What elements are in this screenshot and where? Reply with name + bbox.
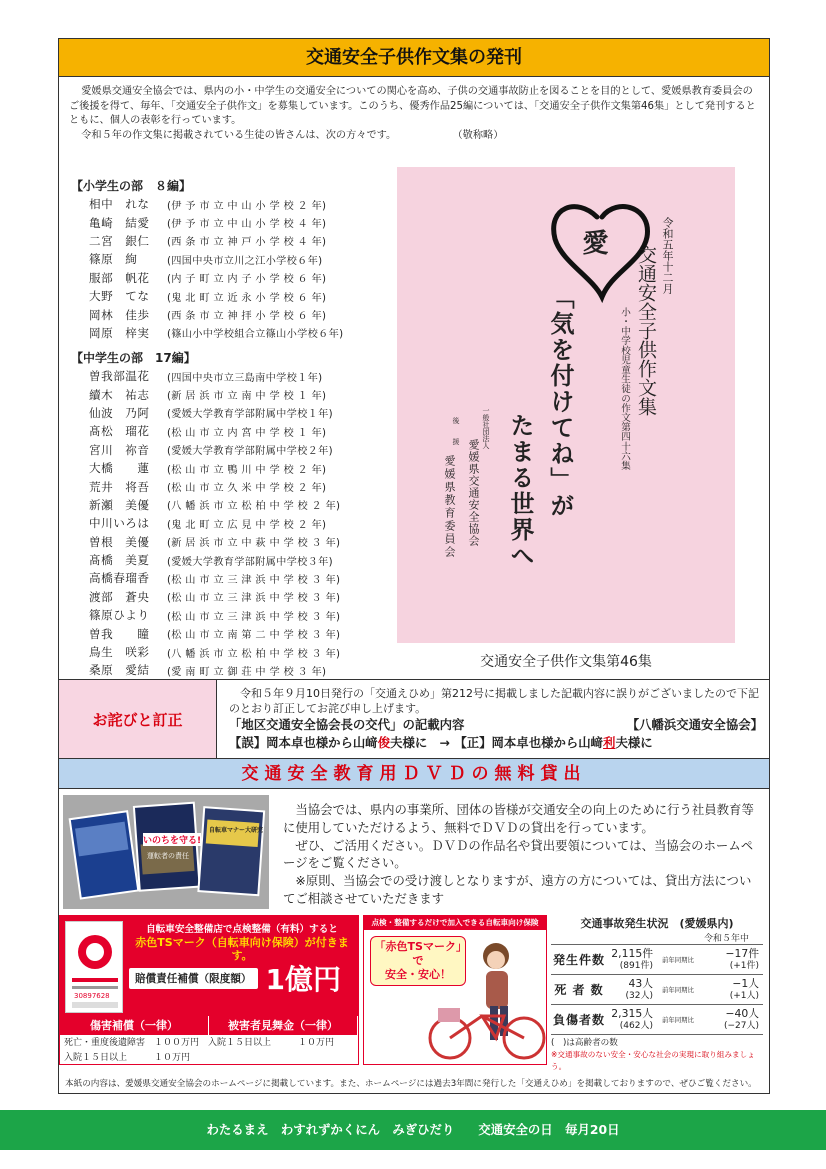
main-title: 交通安全子供作文集の発刊 [59,39,769,77]
ts-mark-box [59,915,359,1065]
footer-safety-day: 交通安全の日 毎月20日 [478,1122,620,1137]
apology-subject-row [229,716,763,734]
stats-row: 死 者 数 43人 (32人) 前年同期比 −1人 (+1人) [551,974,763,1004]
cover-publisher-type: 一般社団法人 [482,407,490,449]
apology-label: お詫びと訂正 [59,680,217,758]
accident-stats [551,915,763,1071]
cover-sponsor: 愛媛県教育委員会 [443,455,456,559]
student-row: 相中 れな (伊 予 市 立 中 山 小 学 校 ２ 年) [89,197,327,212]
footer-slogan: わたるまえ わすれずかくにん みぎひだり [206,1122,455,1137]
student-row: 髙橋 美夏 (愛媛大学教育学部附属中学校３年) [89,553,333,568]
student-row: 大橋 蓮 (松 山 市 立 鴨 川 中 学 校 ２ 年) [89,461,327,476]
student-row: 髙松 瑠花 (松 山 市 立 内 宮 中 学 校 １ 年) [89,424,327,439]
student-row: 大野 てな (鬼 北 町 立 近 永 小 学 校 ６ 年) [89,289,327,304]
student-row: 宮川 祢音 (愛媛大学教育学部附属中学校２年) [89,442,333,458]
cover-title: 交通安全子供作文集 [635,245,657,416]
stats-row: 負傷者数 2,315人 (462人) 前年同期比 −40人 (−27人) [551,1004,763,1034]
ts-comp-line-1: 死亡・重度後遺障害 １００万円 入院１５日以上 １０万円 [64,1038,335,1048]
ts-liability-band [129,961,355,995]
dvd-paragraph-2: ぜひ、ご活用ください。ＤＶＤの作品名や貸出要領については、当協会のホームページをご覧ください。 [283,837,754,871]
cover-slogan-2: たまる世界へ [506,413,534,569]
dvd-body [283,801,763,908]
apology-assoc: 【八幡浜交通安全協会】 [626,717,763,732]
dvd-paragraph-3: ※原則、当協会での受け渡しとなりますが、遠方の方については、貸出方法についてご相談させていただきます [283,873,752,906]
right-char: 利 [603,735,616,750]
student-row: 曽根 美優 (新 居 浜 市 立 中 萩 中 学 校 ３ 年) [89,534,341,550]
student-row: 中川いろは (鬼 北 町 立 広 見 中 学 校 ２ 年) [89,516,327,531]
student-row: 曽我 瞳 (松 山 市 立 南 第 二 中 学 校 ３ 年) [89,626,341,642]
stats-row: 発生件数 2,115件 (891件) 前年同期比 −17件 (+1件) [551,944,763,974]
intro-text [69,85,759,143]
ts-compensation-table: 傷害補償（一律） 被害者見舞金（一律） 死亡・重度後遺障害 １００万円 入院１５日以上 １０万円 入院１５日以上 １０万円 [59,1015,359,1065]
dvd-title: 交通安全教育用ＤＶＤの無料貸出 [59,759,769,789]
ts-mark-sticker [65,921,123,1013]
apology-body [229,686,763,752]
student-row: 曽我部温花 (四国中央市立三島南中学校１年) [89,369,323,384]
cover-ai-char: 愛 [578,229,608,255]
insurance-ad-header: 点検・整備するだけで加入できる自転車向け保険 [364,916,546,930]
ts-mark-icon [66,922,124,1014]
dvd-photo [63,795,269,909]
dvd-paragraph-1: 当協会では、県内の事業所、団体の皆様が交通安全の向上のために行う社員教育等に使用していただけるよう、無料でＤＶＤの貸出を行っています。 [283,802,754,835]
cover-publisher: 愛媛県交通安全協会 [467,439,480,547]
cover-slogan-1: 「気を付けてね」が [546,285,574,519]
student-row: 岡原 梓実 (篠山小中学校組合立篠山小学校６年) [89,325,344,341]
intro-paragraph-1: 愛媛県交通安全協会では、県内の小・中学生の交通安全についての関心を高め、子供の交通事故防止を図ることを目的として、愛媛県教育委員会のご後援を得て、毎年、「交通安全子供作文」を募集しています。このうち、優秀作品25編については、「交通安全子供作文集第46集」として発刊するとともに、個人の表彰を行っています。 [69,86,756,126]
ts-headline: 自転車安全整備店で点検整備（有料）すると 赤色TSマーク（自転車向け保険）が付きます。 [135,924,349,962]
elementary-heading: 【小学生の部 ８編】 [71,179,192,193]
stats-note: ( )は高齢者の数 ※交通事故のない安全・安心な社会の実現に取り組みましょう。 [551,1034,763,1073]
cover-subtitle: 小・中学校児童生徒の作文第四十六集 [619,307,630,471]
dvd-case-text-2: 運転者の責任 [147,852,189,860]
apology-correction-row: 【誤】岡本卓也様から山﨑俊夫様に → 【正】岡本卓也様から山﨑利夫様に [229,735,653,750]
apology-subject: 「地区交通安全協会長の交代」の記載内容 [229,717,465,732]
student-row: 新瀬 美優 (八 幡 浜 市 立 松 柏 中 学 校 ２ 年) [89,497,341,513]
student-row: 桑原 愛結 (愛 南 町 立 御 荘 中 学 校 ３ 年) [89,663,327,678]
student-row: 篠原 絢 (四国中央市立川之江小学校６年) [89,252,323,267]
newsletter-page [58,38,770,1094]
keishou: （敬称略） [452,129,504,141]
student-row: 鳥生 咲彩 (八 幡 浜 市 立 松 柏 中 学 校 ３ 年) [89,645,341,660]
cover-caption: 交通安全子供作文集第46集 [480,654,652,670]
student-row: 服部 帆花 (内 子 町 立 内 子 小 学 校 ６ 年) [89,270,327,286]
student-row: 仙波 乃阿 (愛媛大学教育学部附属中学校１年) [89,405,333,421]
student-row: 渡部 蒼央 (松 山 市 立 三 津 浜 中 学 校 ３ 年) [89,589,341,605]
footer-bar [0,1110,826,1150]
cover-kouen: 後 援 [452,417,460,445]
student-row: 篠原ひより (松 山 市 立 三 津 浜 中 学 校 ３ 年) [89,608,341,623]
cover-date: 令和五年十二月 [661,217,674,294]
ts-sticker-number: 30897628 [74,992,110,1000]
footer-note: 本紙の内容は、愛媛県交通安全協会のホームページに掲載しています。また、ホームページには過去3年間に発行した「交通えひめ」を掲載しておりますので、ぜひご覧ください。 [65,1079,757,1089]
book-cover-image [397,167,735,643]
wrong-char: 俊 [377,735,391,750]
student-row: 岡林 佳歩 (西 条 市 立 神 拝 小 学 校 ６ 年) [89,307,327,323]
cyclist-illustration-icon [364,916,548,1066]
stats-period: 令和５年中 [703,934,749,944]
junior-list [89,367,340,680]
dvd-case-text-3: 自転車マナー大研究 [209,827,264,834]
apology-text: 令和５年９月10日発行の「交通えひめ」第212号に掲載しました記載内容に誤りがございましたので下記のとおり訂正してお詫び申し上げます。 [229,687,759,715]
ts-liability-amount: 1億円 [265,963,342,996]
ts-comp-line-2: 入院１５日以上 １０万円 [64,1053,191,1063]
intro-paragraph-2: 令和５年の作文集に掲載されている生徒の皆さんは、次の方々です。 （敬称略） [69,129,759,144]
student-row: 續木 祐志 (新 居 浜 市 立 南 中 学 校 １ 年) [89,387,327,403]
student-row: 高橋春瑠香 (松 山 市 立 三 津 浜 中 学 校 ３ 年) [89,571,341,586]
student-row: 二宮 銀仁 (西 条 市 立 神 戸 小 学 校 ４ 年) [89,233,327,249]
dvd-case-text-1: いのちを守る! [143,833,201,846]
apology-section [59,679,769,759]
insurance-ad [363,915,547,1065]
stats-title: 交通事故発生状況 (愛媛県内) [580,917,734,930]
insurance-ad-bubble: 「赤色TSマーク」で 安全・安心！ [370,936,466,986]
junior-heading: 【中学生の部 17編】 [71,351,196,365]
student-row: 荒井 将吾 (松 山 市 立 久 米 中 学 校 ２ 年) [89,479,327,495]
student-row: 亀崎 結愛 (伊 予 市 立 中 山 小 学 校 ４ 年) [89,215,327,231]
elementary-list [89,195,343,342]
ts-liability-label: 賠償責任補償（限度額） [129,968,258,989]
